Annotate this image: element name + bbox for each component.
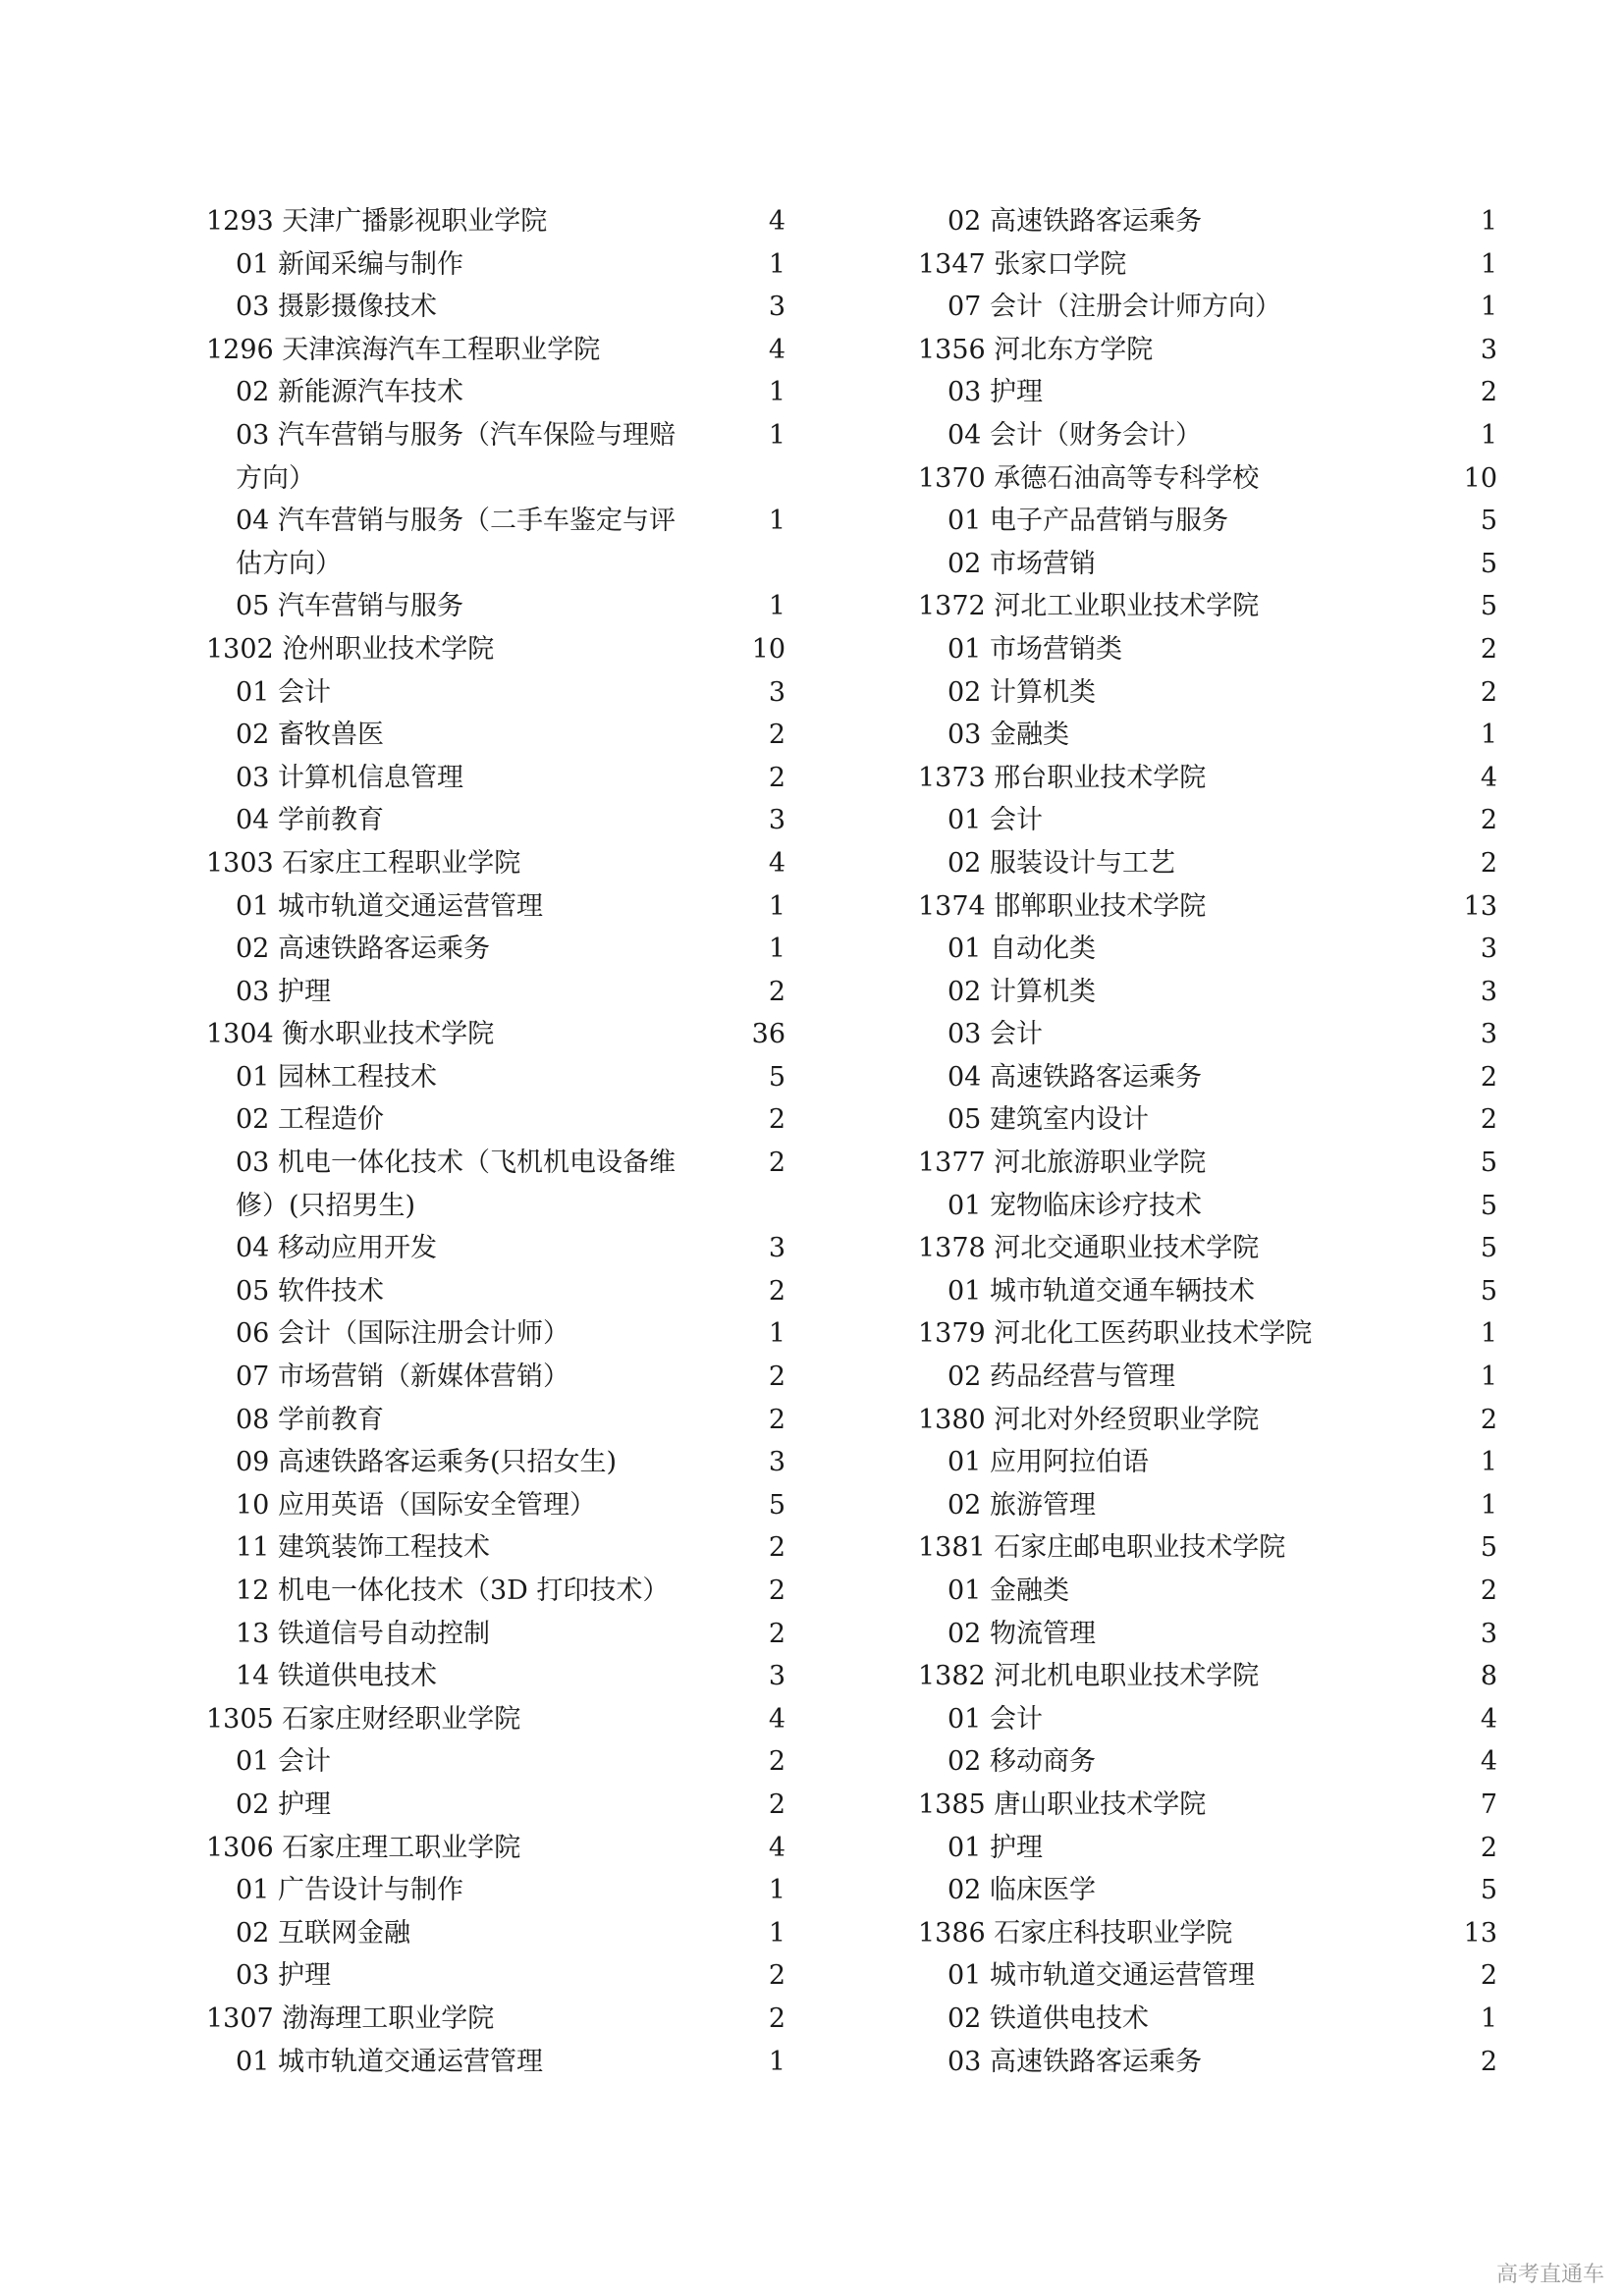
enrollment-count: 10 — [751, 633, 785, 665]
school-name: 1373 邢台职业技术学院 — [918, 762, 1207, 793]
major-row — [918, 1570, 1497, 1613]
major-name: 01 会计 — [947, 805, 1043, 836]
enrollment-count: 2 — [1480, 1832, 1497, 1863]
school-name: 1302 沧州职业技术学院 — [206, 633, 495, 665]
school-name: 1370 承德石油高等专科学校 — [918, 462, 1260, 494]
major-row — [918, 1698, 1497, 1741]
major-name: 01 市场营销类 — [947, 633, 1122, 665]
major-name: 01 城市轨道交通车辆技术 — [947, 1275, 1255, 1307]
enrollment-count: 2 — [768, 1746, 785, 1778]
enrollment-count: 3 — [768, 1661, 785, 1692]
major-row — [918, 1827, 1497, 1870]
enrollment-count: 3 — [1480, 1019, 1497, 1050]
major-name: 03 金融类 — [947, 720, 1069, 751]
major-row — [206, 1570, 785, 1613]
school-row — [206, 628, 785, 671]
major-name: 06 会计（国际注册会计师） — [236, 1318, 569, 1350]
enrollment-count: 2 — [768, 2002, 785, 2034]
enrollment-count: 3 — [1480, 934, 1497, 965]
school-name: 1382 河北机电职业技术学院 — [918, 1661, 1260, 1692]
major-row — [206, 585, 785, 628]
enrollment-count: 4 — [1480, 1703, 1497, 1735]
enrollment-count: 4 — [768, 1703, 785, 1735]
major-name: 02 临床医学 — [947, 1875, 1096, 1906]
enrollment-count: 3 — [768, 1447, 785, 1478]
school-name: 1374 邯郸职业技术学院 — [918, 890, 1207, 922]
enrollment-count: 2 — [768, 1960, 785, 1992]
school-name: 1306 石家庄理工职业学院 — [206, 1832, 521, 1863]
major-name: 01 金融类 — [947, 1575, 1069, 1606]
major-row — [206, 1441, 785, 1484]
enrollment-count: 1 — [1480, 419, 1497, 451]
major-row — [918, 1954, 1497, 1998]
school-name: 1377 河北旅游职业学院 — [918, 1148, 1207, 1179]
school-row — [918, 1784, 1497, 1827]
enrollment-count: 5 — [1480, 1148, 1497, 1179]
major-row — [206, 671, 785, 715]
enrollment-count: 1 — [768, 934, 785, 965]
enrollment-count: 2 — [1480, 1575, 1497, 1606]
school-name: 1296 天津滨海汽车工程职业学院 — [206, 334, 601, 365]
major-row — [206, 971, 785, 1014]
school-name: 1378 河北交通职业技术学院 — [918, 1233, 1260, 1264]
school-name: 1356 河北东方学院 — [918, 334, 1154, 365]
enrollment-count: 2 — [768, 1618, 785, 1649]
enrollment-count: 13 — [1463, 1917, 1497, 1949]
school-name: 1385 唐山职业技术学院 — [918, 1789, 1207, 1820]
school-row — [206, 329, 785, 372]
enrollment-count: 1 — [768, 1917, 785, 1949]
major-row — [206, 371, 785, 414]
school-row — [918, 1655, 1497, 1698]
major-name: 01 新闻采编与制作 — [236, 248, 463, 280]
major-name: 03 护理 — [236, 1960, 331, 1992]
major-row — [918, 200, 1497, 243]
enrollment-count: 3 — [768, 676, 785, 708]
school-name: 1303 石家庄工程职业学院 — [206, 847, 521, 879]
school-name: 1379 河北化工医药职业技术学院 — [918, 1318, 1313, 1350]
major-row — [206, 1098, 785, 1142]
enrollment-count: 3 — [768, 805, 785, 836]
enrollment-count: 1 — [1480, 2002, 1497, 2034]
major-row — [206, 1484, 785, 1527]
major-row — [918, 671, 1497, 715]
major-name: 03 护理 — [236, 976, 331, 1007]
major-row — [918, 1270, 1497, 1313]
enrollment-count: 2 — [768, 1575, 785, 1606]
school-name: 1307 渤海理工职业学院 — [206, 2002, 495, 2034]
major-name: 11 建筑装饰工程技术 — [236, 1532, 490, 1564]
enrollment-count: 3 — [768, 1233, 785, 1264]
major-row — [918, 928, 1497, 971]
major-row — [206, 1613, 785, 1656]
major-name: 05 建筑室内设计 — [947, 1104, 1149, 1136]
enrollment-count: 5 — [1480, 1532, 1497, 1564]
major-name: 13 铁道信号自动控制 — [236, 1618, 490, 1649]
enrollment-count: 1 — [768, 591, 785, 622]
major-name: 07 市场营销（新媒体营销） — [236, 1362, 569, 1393]
enrollment-count: 3 — [768, 292, 785, 323]
right-column — [918, 200, 1497, 2083]
enrollment-count: 2 — [1480, 633, 1497, 665]
school-name: 1304 衡水职业技术学院 — [206, 1019, 495, 1050]
school-name: 1305 石家庄财经职业学院 — [206, 1703, 521, 1735]
enrollment-count: 2 — [1480, 805, 1497, 836]
major-name: 01 会计 — [236, 676, 331, 708]
enrollment-count: 1 — [1480, 1447, 1497, 1478]
major-name: 02 高速铁路客运乘务 — [947, 206, 1202, 237]
school-name: 1347 张家口学院 — [918, 248, 1127, 280]
school-name: 1381 石家庄邮电职业技术学院 — [918, 1532, 1286, 1564]
major-name: 03 汽车营销与服务（汽车保险与理赔方向） — [236, 419, 676, 494]
major-name: 01 应用阿拉伯语 — [947, 1447, 1149, 1478]
major-name: 05 汽车营销与服务 — [236, 591, 463, 622]
school-row — [918, 329, 1497, 372]
enrollment-count: 2 — [768, 1148, 785, 1179]
major-row — [206, 1526, 785, 1570]
major-row — [918, 971, 1497, 1014]
enrollment-count: 7 — [1480, 1789, 1497, 1820]
enrollment-count: 5 — [1480, 591, 1497, 622]
school-name: 1386 石家庄科技职业学院 — [918, 1917, 1233, 1949]
major-row — [206, 885, 785, 929]
enrollment-count: 1 — [768, 1875, 785, 1906]
major-row — [206, 1227, 785, 1270]
school-row — [918, 1912, 1497, 1955]
school-row — [206, 200, 785, 243]
enrollment-count: 5 — [1480, 1875, 1497, 1906]
enrollment-count: 4 — [768, 334, 785, 365]
major-name: 03 计算机信息管理 — [236, 762, 463, 793]
enrollment-count: 1 — [768, 890, 785, 922]
major-row — [206, 1142, 785, 1227]
major-name: 01 城市轨道交通运营管理 — [947, 1960, 1255, 1992]
major-name: 02 护理 — [236, 1789, 331, 1820]
major-row — [918, 799, 1497, 842]
school-row — [918, 885, 1497, 929]
enrollment-count: 1 — [1480, 1362, 1497, 1393]
major-row — [206, 1912, 785, 1955]
enrollment-count: 3 — [1480, 334, 1497, 365]
major-name: 02 互联网金融 — [236, 1917, 410, 1949]
school-name: 1293 天津广播影视职业学院 — [206, 206, 548, 237]
school-row — [918, 243, 1497, 287]
major-name: 14 铁道供电技术 — [236, 1661, 437, 1692]
enrollment-count: 4 — [1480, 762, 1497, 793]
major-name: 01 会计 — [236, 1746, 331, 1778]
enrollment-count: 1 — [768, 1318, 785, 1350]
major-row — [206, 1655, 785, 1698]
major-row — [918, 1056, 1497, 1099]
major-name: 04 学前教育 — [236, 805, 384, 836]
major-name: 01 城市轨道交通运营管理 — [236, 2046, 543, 2077]
enrollment-count: 13 — [1463, 890, 1497, 922]
major-name: 08 学前教育 — [236, 1404, 384, 1435]
school-row — [206, 1013, 785, 1056]
enrollment-count: 1 — [1480, 292, 1497, 323]
major-name: 02 计算机类 — [947, 676, 1096, 708]
major-row — [918, 1613, 1497, 1656]
major-row — [918, 1013, 1497, 1056]
major-name: 05 软件技术 — [236, 1275, 384, 1307]
major-name: 12 机电一体化技术（3D 打印技术） — [236, 1575, 670, 1606]
school-row — [206, 1998, 785, 2041]
major-row — [206, 928, 785, 971]
major-row — [206, 1270, 785, 1313]
major-name: 01 城市轨道交通运营管理 — [236, 890, 543, 922]
major-name: 04 汽车营销与服务（二手车鉴定与评估方向） — [236, 506, 676, 579]
school-name: 1372 河北工业职业技术学院 — [918, 591, 1260, 622]
enrollment-count: 1 — [768, 248, 785, 280]
major-row — [206, 500, 785, 585]
major-name: 01 广告设计与制作 — [236, 1875, 463, 1906]
major-name: 03 机电一体化技术（飞机机电设备维修）(只招男生) — [236, 1148, 676, 1221]
enrollment-count: 1 — [768, 506, 785, 537]
enrollment-count: 5 — [1480, 1233, 1497, 1264]
enrollment-count: 2 — [1480, 1404, 1497, 1435]
enrollment-count: 2 — [768, 1275, 785, 1307]
major-row — [918, 1356, 1497, 1399]
major-row — [206, 2041, 785, 2084]
school-row — [918, 1312, 1497, 1356]
major-name: 02 计算机类 — [947, 976, 1096, 1007]
major-row — [918, 286, 1497, 329]
school-row — [918, 457, 1497, 501]
enrollment-count: 2 — [768, 1104, 785, 1136]
enrollment-count: 1 — [1480, 206, 1497, 237]
enrollment-count: 2 — [768, 976, 785, 1007]
major-name: 01 会计 — [947, 1703, 1043, 1735]
major-row — [918, 1998, 1497, 2041]
enrollment-count: 1 — [768, 419, 785, 451]
enrollment-count: 1 — [768, 2046, 785, 2077]
enrollment-count: 4 — [1480, 1746, 1497, 1778]
enrollment-count: 2 — [768, 1789, 785, 1820]
major-row — [918, 1484, 1497, 1527]
major-row — [206, 414, 785, 500]
enrollment-count: 3 — [1480, 1618, 1497, 1649]
school-row — [918, 1399, 1497, 1442]
major-row — [918, 414, 1497, 457]
left-column — [206, 200, 785, 2083]
school-row — [206, 1698, 785, 1741]
major-row — [918, 628, 1497, 671]
school-row — [206, 1827, 785, 1870]
major-name: 04 高速铁路客运乘务 — [947, 1061, 1202, 1093]
major-name: 04 移动应用开发 — [236, 1233, 437, 1264]
school-row — [918, 757, 1497, 800]
major-name: 01 园林工程技术 — [236, 1061, 437, 1093]
enrollment-count: 4 — [768, 1832, 785, 1863]
enrollment-count: 8 — [1480, 1661, 1497, 1692]
major-name: 03 高速铁路客运乘务 — [947, 2046, 1202, 2077]
enrollment-count: 10 — [1463, 462, 1497, 494]
school-name: 1380 河北对外经贸职业学院 — [918, 1404, 1260, 1435]
major-name: 01 自动化类 — [947, 934, 1096, 965]
major-name: 02 服装设计与工艺 — [947, 847, 1175, 879]
major-row — [206, 714, 785, 757]
major-row — [206, 286, 785, 329]
major-row — [206, 1399, 785, 1442]
major-row — [206, 1869, 785, 1912]
major-row — [918, 371, 1497, 414]
major-name: 02 铁道供电技术 — [947, 2002, 1149, 2034]
major-row — [206, 1312, 785, 1356]
major-row — [206, 799, 785, 842]
major-row — [918, 543, 1497, 586]
enrollment-count: 2 — [1480, 1061, 1497, 1093]
enrollment-count: 2 — [1480, 1960, 1497, 1992]
major-name: 02 新能源汽车技术 — [236, 377, 463, 408]
major-name: 02 移动商务 — [947, 1746, 1096, 1778]
enrollment-count: 5 — [1480, 548, 1497, 579]
major-name: 02 物流管理 — [947, 1618, 1096, 1649]
major-row — [918, 714, 1497, 757]
major-row — [918, 1740, 1497, 1784]
enrollment-count: 1 — [1480, 1489, 1497, 1521]
enrollment-count: 2 — [1480, 377, 1497, 408]
major-row — [918, 842, 1497, 885]
enrollment-count: 2 — [1480, 1104, 1497, 1136]
major-row — [206, 1784, 785, 1827]
enrollment-count: 1 — [1480, 720, 1497, 751]
enrollment-count: 2 — [768, 1404, 785, 1435]
enrollment-count: 5 — [1480, 506, 1497, 537]
major-name: 02 高速铁路客运乘务 — [236, 934, 490, 965]
enrollment-count: 5 — [1480, 1275, 1497, 1307]
school-row — [918, 1526, 1497, 1570]
major-row — [206, 1740, 785, 1784]
enrollment-count: 1 — [768, 377, 785, 408]
enrollment-count: 2 — [768, 720, 785, 751]
enrollment-count: 2 — [1480, 676, 1497, 708]
school-row — [918, 585, 1497, 628]
major-row — [918, 1441, 1497, 1484]
major-name: 02 药品经营与管理 — [947, 1362, 1175, 1393]
major-name: 02 市场营销 — [947, 548, 1096, 579]
major-row — [206, 243, 785, 287]
major-name: 01 电子产品营销与服务 — [947, 506, 1228, 537]
enrollment-count: 1 — [1480, 1318, 1497, 1350]
school-row — [918, 1227, 1497, 1270]
major-name: 01 宠物临床诊疗技术 — [947, 1190, 1202, 1221]
enrollment-count: 2 — [768, 1532, 785, 1564]
enrollment-count: 36 — [751, 1019, 785, 1050]
major-name: 02 工程造价 — [236, 1104, 384, 1136]
enrollment-count: 2 — [1480, 847, 1497, 879]
major-name: 02 畜牧兽医 — [236, 720, 384, 751]
enrollment-count: 4 — [768, 847, 785, 879]
enrollment-count: 2 — [768, 762, 785, 793]
enrollment-count: 4 — [768, 206, 785, 237]
major-name: 02 旅游管理 — [947, 1489, 1096, 1521]
enrollment-count: 2 — [1480, 2046, 1497, 2077]
major-row — [918, 1098, 1497, 1142]
major-row — [206, 1954, 785, 1998]
enrollment-count: 2 — [768, 1362, 785, 1393]
major-row — [918, 500, 1497, 543]
major-name: 01 护理 — [947, 1832, 1043, 1863]
major-row — [206, 1056, 785, 1099]
major-row — [918, 1185, 1497, 1228]
major-row — [918, 2041, 1497, 2084]
major-name: 10 应用英语（国际安全管理） — [236, 1489, 596, 1521]
major-name: 09 高速铁路客运乘务(只招女生) — [236, 1447, 618, 1478]
major-row — [918, 1869, 1497, 1912]
enrollment-count: 5 — [1480, 1190, 1497, 1221]
school-row — [918, 1142, 1497, 1185]
school-row — [206, 842, 785, 885]
major-name: 03 摄影摄像技术 — [236, 292, 437, 323]
major-name: 04 会计（财务会计） — [947, 419, 1202, 451]
major-row — [206, 1356, 785, 1399]
major-row — [206, 757, 785, 800]
major-name: 07 会计（注册会计师方向） — [947, 292, 1281, 323]
major-name: 03 会计 — [947, 1019, 1043, 1050]
major-name: 03 护理 — [947, 377, 1043, 408]
enrollment-count: 5 — [768, 1489, 785, 1521]
enrollment-count: 1 — [1480, 248, 1497, 280]
enrollment-count: 5 — [768, 1061, 785, 1093]
watermark: 高考直通车 — [1495, 2263, 1604, 2287]
enrollment-count: 3 — [1480, 976, 1497, 1007]
